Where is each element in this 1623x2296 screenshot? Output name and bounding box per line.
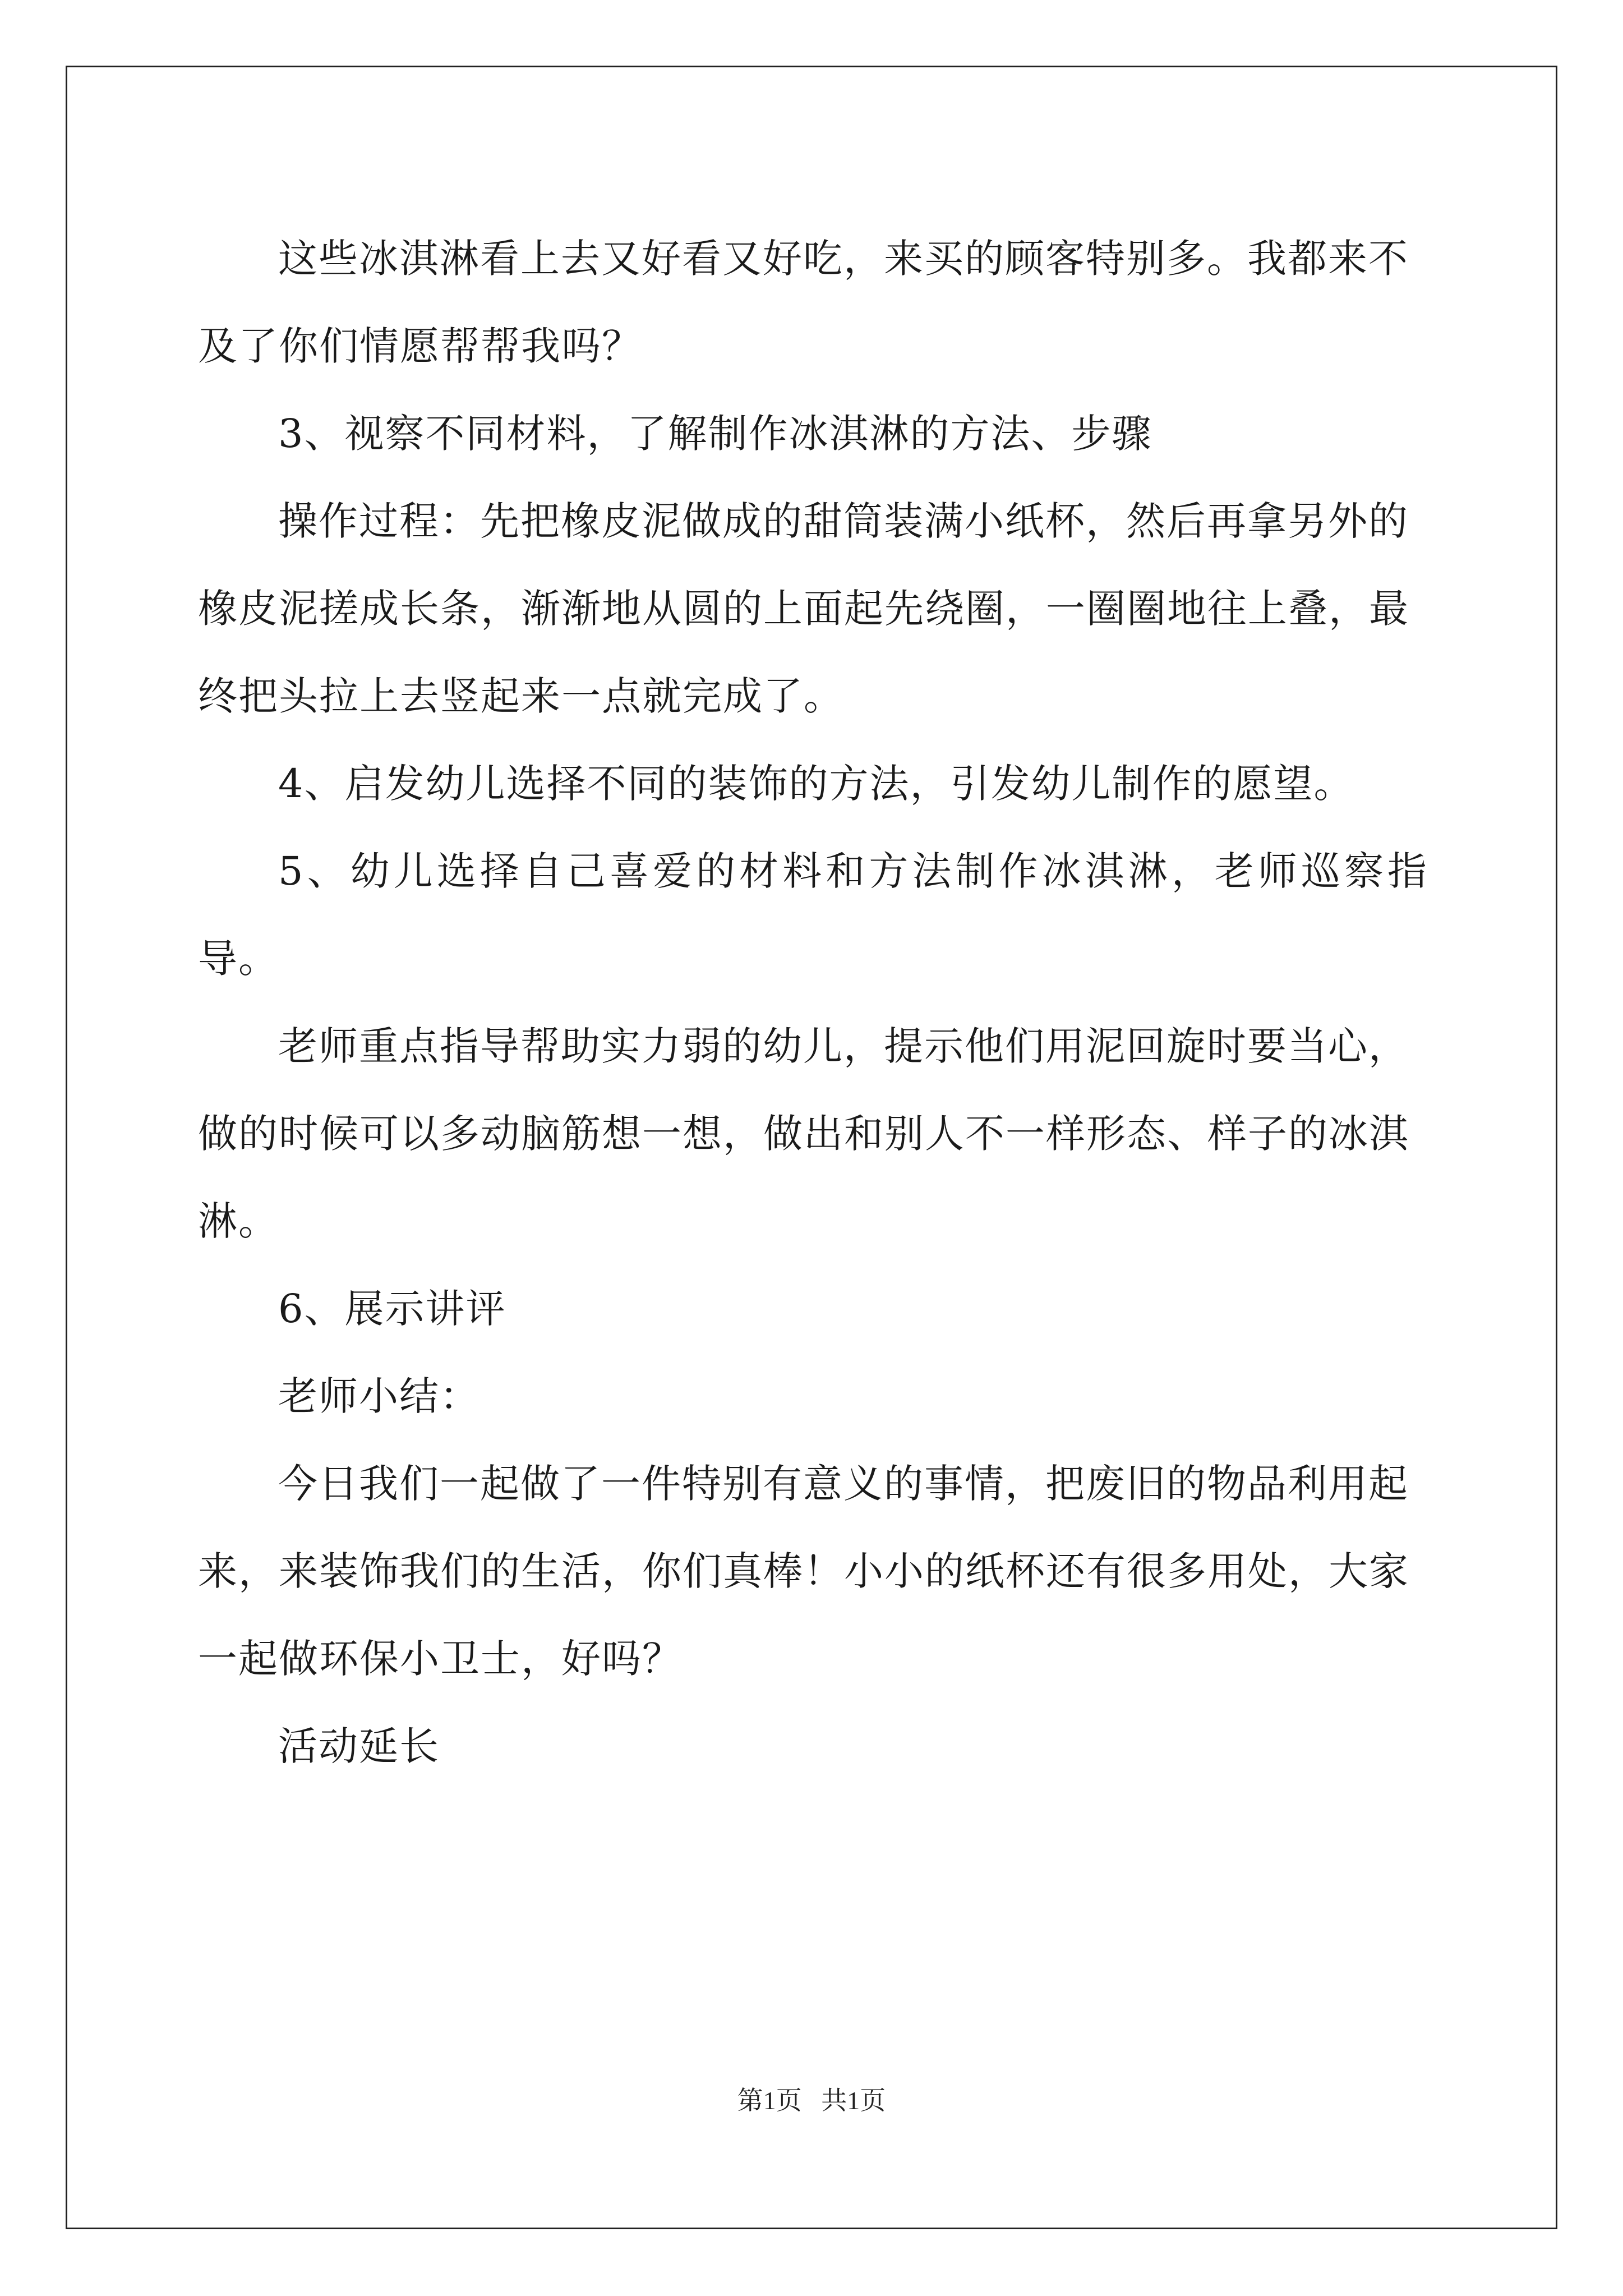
line: 今日我们一起做了一件特别有意义的事情，把废旧的物品利用起 xyxy=(278,1461,1409,1507)
line: 5、幼儿选择自己喜爱的材料和方法制作冰淇淋，老师巡察指导。 xyxy=(198,848,1428,982)
paragraph-10 xyxy=(198,1703,1428,1790)
paragraph-9 xyxy=(198,1440,1428,1703)
line: 一起做环保小卫士，好吗？ xyxy=(198,1636,683,1682)
line: 操作过程：先把橡皮泥做成的甜筒装满小纸杯，然后再拿另外的 xyxy=(278,498,1409,544)
paragraph-2 xyxy=(198,390,1428,477)
line: 来，来装饰我们的生活，你们真棒！小小的纸杯还有很多用处，大家 xyxy=(198,1548,1409,1594)
line: 4、启发幼儿选择不同的装饰的方法，引发幼儿制作的愿望。 xyxy=(278,761,1354,807)
paragraph-5 xyxy=(198,827,1428,1002)
line: 橡皮泥搓成长条，渐渐地从圆的上面起先绕圈，一圈圈地往上叠，最 xyxy=(198,586,1409,632)
line: 老师重点指导帮助实力弱的幼儿，提示他们用泥回旋时要当心， xyxy=(278,1023,1409,1069)
page-total: 共1页 xyxy=(821,2086,886,2115)
line: 淋。 xyxy=(198,1198,279,1244)
paragraph-6 xyxy=(198,1002,1428,1265)
paragraph-4 xyxy=(198,740,1428,827)
document-body xyxy=(198,215,1428,1790)
paragraph-1 xyxy=(198,215,1428,390)
line: 及了你们情愿帮帮我吗？ xyxy=(198,323,642,369)
page-footer xyxy=(0,2084,1623,2118)
footer-spacer xyxy=(802,2086,822,2115)
paragraph-3 xyxy=(198,477,1428,740)
line: 做的时候可以多动脑筋想一想，做出和别人不一样形态、样子的冰淇 xyxy=(198,1111,1409,1157)
line: 6、展示讲评 xyxy=(278,1286,506,1332)
line: 这些冰淇淋看上去又好看又好吃，来买的顾客特别多。我都来不 xyxy=(278,236,1409,282)
line: 3、视察不同材料，了解制作冰淇淋的方法、步骤 xyxy=(278,411,1152,457)
line: 老师小结： xyxy=(278,1373,480,1419)
paragraph-7 xyxy=(198,1265,1428,1352)
line: 活动延长 xyxy=(278,1723,440,1769)
paragraph-8 xyxy=(198,1352,1428,1440)
page-number: 第1页 xyxy=(737,2086,802,2115)
line: 终把头拉上去竖起来一点就完成了。 xyxy=(198,673,844,719)
